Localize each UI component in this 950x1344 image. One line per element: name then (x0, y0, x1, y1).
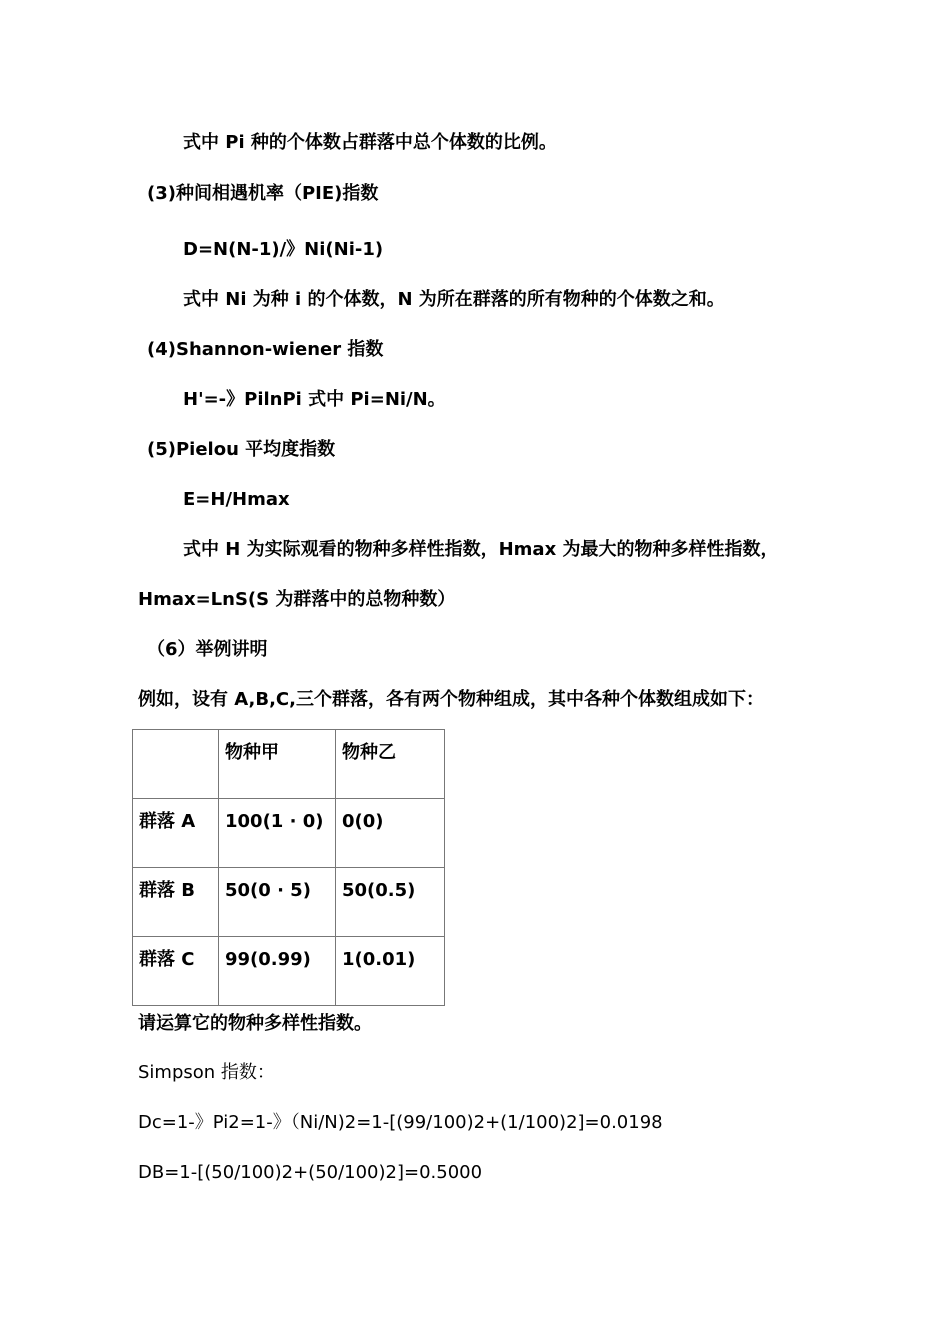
community-species-table (132, 729, 445, 1006)
table-cell: 1(0.01) (336, 937, 445, 1006)
table-cell: 99(0.99) (219, 937, 336, 1006)
table-header-row (133, 730, 445, 799)
table-row (133, 937, 445, 1006)
heading-pielou: (5)Pielou 平均度指数 (147, 439, 336, 460)
table-row (133, 868, 445, 937)
table-header-cell (133, 730, 219, 799)
table-cell: 50(0 · 5) (219, 868, 336, 937)
formula-shannon: H'=-》PilnPi 式中 Pi=Ni/N。 (183, 389, 446, 410)
formula-pie: D=N(N-1)/》Ni(Ni-1) (183, 239, 384, 260)
table-row (133, 799, 445, 868)
table-cell: 0(0) (336, 799, 445, 868)
heading-simpson: Simpson 指数： (138, 1062, 275, 1083)
table-cell: 群落 C (133, 937, 219, 1006)
table-cell: 群落 B (133, 868, 219, 937)
heading-example: （6）举例讲明 (147, 639, 268, 660)
formula-db: DB=1-[(50/100)2+(50/100)2]=0.5000 (138, 1162, 483, 1183)
paragraph-example-intro: 例如，设有 A,B,C,三个群落，各有两个物种组成，其中各种个体数组成如下： (138, 689, 764, 710)
heading-pie-index: (3)种间相遇机率（PIE)指数 (147, 183, 379, 204)
paragraph-question: 请运算它的物种多样性指数。 (138, 1013, 372, 1034)
table-header-cell: 物种甲 (219, 730, 336, 799)
table-cell: 群落 A (133, 799, 219, 868)
paragraph-h-definition: 式中 H 为实际观看的物种多样性指数，Hmax 为最大的物种多样性指数， (183, 539, 779, 560)
formula-dc: Dc=1-》Pi2=1-》（Ni/N)2=1-[(99/100)2+(1/100)2]=0.0198 (138, 1112, 663, 1133)
paragraph-hmax-definition: Hmax=LnS(S 为群落中的总物种数） (138, 589, 456, 610)
paragraph-pi-definition: 式中 Pi 种的个体数占群落中总个体数的比例。 (183, 132, 557, 153)
table-header-cell: 物种乙 (336, 730, 445, 799)
table-cell: 100(1 · 0) (219, 799, 336, 868)
formula-pielou: E=H/Hmax (183, 489, 290, 510)
heading-shannon-wiener: (4)Shannon-wiener 指数 (147, 339, 384, 360)
paragraph-ni-definition: 式中 Ni 为种 i 的个体数，N 为所在群落的所有物种的个体数之和。 (183, 289, 725, 310)
table-cell: 50(0.5) (336, 868, 445, 937)
